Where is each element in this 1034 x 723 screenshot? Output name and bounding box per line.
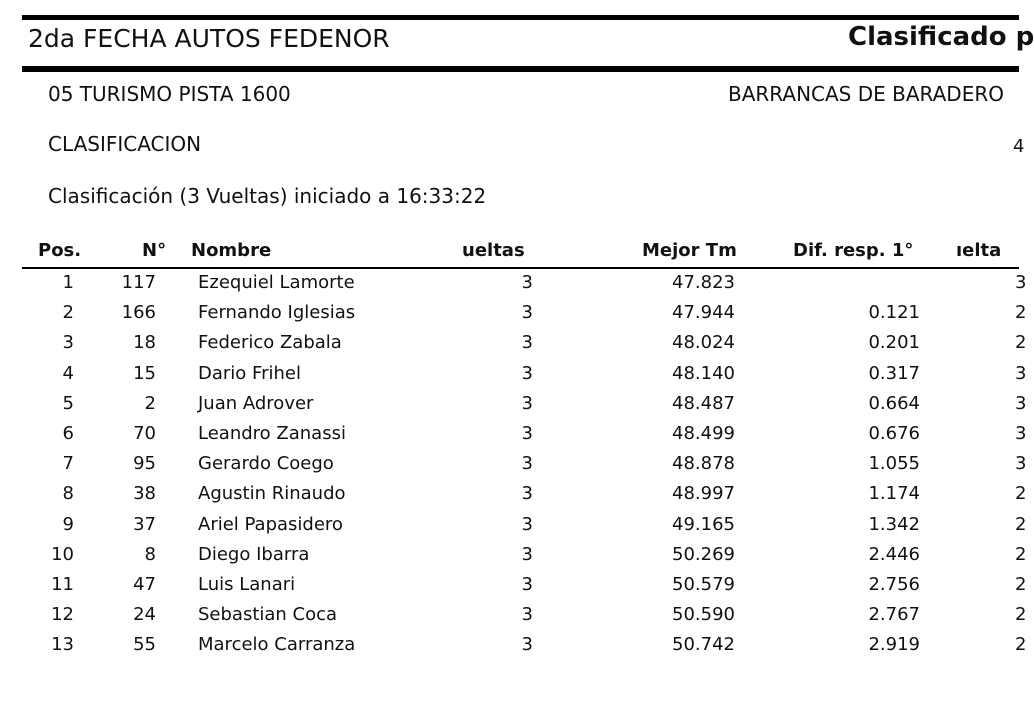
row-laps: 3 — [521, 272, 533, 293]
row-best-time: 48.997 — [672, 483, 735, 505]
row-laps: 3 — [521, 453, 533, 475]
header-rule — [22, 66, 1019, 72]
row-position: 1 — [62, 272, 74, 293]
row-laps: 3 — [521, 332, 533, 354]
row-position: 7 — [62, 453, 74, 475]
row-car-number: 18 — [133, 332, 156, 354]
row-best-time: 50.590 — [672, 604, 735, 626]
row-lap-cut: 3 — [1015, 423, 1027, 444]
category-label: 05 TURISMO PISTA 1600 — [48, 82, 291, 106]
session-label: CLASIFICACION — [48, 132, 202, 156]
row-lap-cut: 2 — [1015, 543, 1027, 565]
row-driver-name: Diego Ibarra — [198, 543, 310, 565]
row-driver-name: Juan Adrover — [198, 392, 314, 414]
top-rule — [22, 15, 1019, 20]
table-row — [22, 574, 1027, 604]
row-diff-first: 0.201 — [868, 332, 920, 354]
row-position: 4 — [62, 362, 74, 384]
row-laps: 3 — [521, 634, 533, 656]
row-car-number: 38 — [133, 483, 156, 505]
row-best-time: 50.579 — [672, 574, 735, 595]
col-header-number: N° — [142, 240, 167, 261]
row-position: 10 — [51, 543, 74, 565]
row-diff-first: 2.767 — [868, 604, 920, 626]
row-driver-name: Leandro Zanassi — [198, 423, 346, 444]
row-driver-name: Sebastian Coca — [198, 604, 338, 626]
row-diff-first: 0.121 — [868, 302, 920, 324]
table-row — [22, 332, 1027, 362]
row-laps: 3 — [521, 423, 533, 444]
row-laps: 3 — [521, 604, 533, 626]
row-driver-name: Agustin Rinaudo — [198, 483, 346, 505]
row-lap-cut: 3 — [1015, 453, 1027, 475]
row-position: 6 — [62, 423, 74, 444]
table-row — [22, 453, 1027, 483]
row-driver-name: Ariel Papasidero — [198, 513, 343, 535]
row-best-time: 48.499 — [672, 423, 735, 444]
row-driver-name: Federico Zabala — [198, 332, 342, 354]
row-laps: 3 — [521, 513, 533, 535]
venue-label: BARRANCAS DE BARADERO — [728, 82, 1004, 106]
row-lap-cut: 3 — [1015, 392, 1027, 414]
row-best-time: 47.944 — [672, 302, 735, 324]
table-row — [22, 513, 1027, 544]
table-row — [22, 392, 1027, 423]
table-row — [22, 423, 1027, 453]
row-car-number: 70 — [133, 423, 156, 444]
report-title: Clasificado p — [848, 22, 1034, 52]
col-header-best-time: Mejor Tm — [642, 240, 737, 261]
row-diff-first: 0.664 — [868, 392, 920, 414]
row-driver-name: Gerardo Coego — [198, 453, 334, 475]
session-subtitle: Clasificación (3 Vueltas) iniciado a 16:33:22 — [48, 184, 487, 208]
row-laps: 3 — [521, 543, 533, 565]
row-best-time: 49.165 — [672, 513, 735, 535]
row-position: 3 — [62, 332, 74, 354]
row-laps: 3 — [521, 392, 533, 414]
table-row — [22, 543, 1027, 574]
row-best-time: 48.140 — [672, 362, 735, 384]
row-driver-name: Luis Lanari — [198, 574, 296, 595]
row-driver-name: Dario Frihel — [198, 362, 301, 384]
row-car-number: 37 — [133, 513, 156, 535]
table-row — [22, 362, 1027, 393]
row-position: 11 — [51, 574, 74, 595]
row-best-time: 48.878 — [672, 453, 735, 475]
row-position: 9 — [62, 513, 74, 535]
row-lap-cut: 2 — [1015, 513, 1027, 535]
row-lap-cut: 2 — [1015, 302, 1027, 324]
row-position: 8 — [62, 483, 74, 505]
results-table-header — [22, 240, 1019, 269]
row-laps: 3 — [521, 302, 533, 324]
row-best-time: 48.487 — [672, 392, 735, 414]
table-row — [22, 483, 1027, 513]
row-position: 2 — [62, 302, 74, 324]
row-position: 5 — [62, 392, 74, 414]
row-car-number: 47 — [133, 574, 156, 595]
col-header-name: Nombre — [191, 240, 272, 261]
row-best-time: 48.024 — [672, 332, 735, 354]
row-car-number: 2 — [144, 392, 156, 414]
table-row — [22, 604, 1027, 634]
col-header-laps: ueltas — [462, 240, 525, 261]
row-car-number: 24 — [133, 604, 156, 626]
table-row — [22, 634, 1027, 664]
col-header-diff: Dif. resp. 1° — [793, 240, 914, 261]
row-lap-cut: 2 — [1015, 483, 1027, 505]
row-diff-first: 0.317 — [868, 362, 920, 384]
row-position: 12 — [51, 604, 74, 626]
row-driver-name: Fernando Iglesias — [198, 302, 356, 324]
row-lap-cut: 2 — [1015, 332, 1027, 354]
row-best-time: 47.823 — [672, 272, 735, 293]
row-car-number: 8 — [144, 543, 156, 565]
row-diff-first: 2.446 — [868, 543, 920, 565]
row-driver-name: Marcelo Carranza — [198, 634, 356, 656]
row-position: 13 — [51, 634, 74, 656]
table-row — [22, 272, 1027, 302]
col-header-lap: ıelta — [956, 240, 1002, 261]
row-lap-cut: 2 — [1015, 574, 1027, 595]
row-laps: 3 — [521, 574, 533, 595]
row-lap-cut: 3 — [1015, 362, 1027, 384]
row-best-time: 50.742 — [672, 634, 735, 656]
row-lap-cut: 3 — [1015, 272, 1027, 293]
row-diff-first: 1.342 — [868, 513, 920, 535]
row-best-time: 50.269 — [672, 543, 735, 565]
event-title: 2da FECHA AUTOS FEDENOR — [28, 24, 390, 53]
row-lap-cut: 2 — [1015, 634, 1027, 656]
row-car-number: 95 — [133, 453, 156, 475]
row-laps: 3 — [521, 362, 533, 384]
table-row — [22, 302, 1027, 332]
row-diff-first: 2.756 — [868, 574, 920, 595]
row-car-number: 15 — [133, 362, 156, 384]
row-diff-first: 1.055 — [868, 453, 920, 475]
row-diff-first: 1.174 — [868, 483, 920, 505]
row-diff-first: 0.676 — [868, 423, 920, 444]
row-car-number: 117 — [121, 272, 156, 293]
row-laps: 3 — [521, 483, 533, 505]
col-header-pos: Pos. — [38, 240, 82, 261]
row-lap-cut: 2 — [1015, 604, 1027, 626]
page-edge-mark: 4 — [1013, 136, 1025, 157]
row-driver-name: Ezequiel Lamorte — [198, 272, 355, 293]
row-car-number: 166 — [121, 302, 156, 324]
row-diff-first: 2.919 — [868, 634, 920, 656]
row-car-number: 55 — [133, 634, 156, 656]
